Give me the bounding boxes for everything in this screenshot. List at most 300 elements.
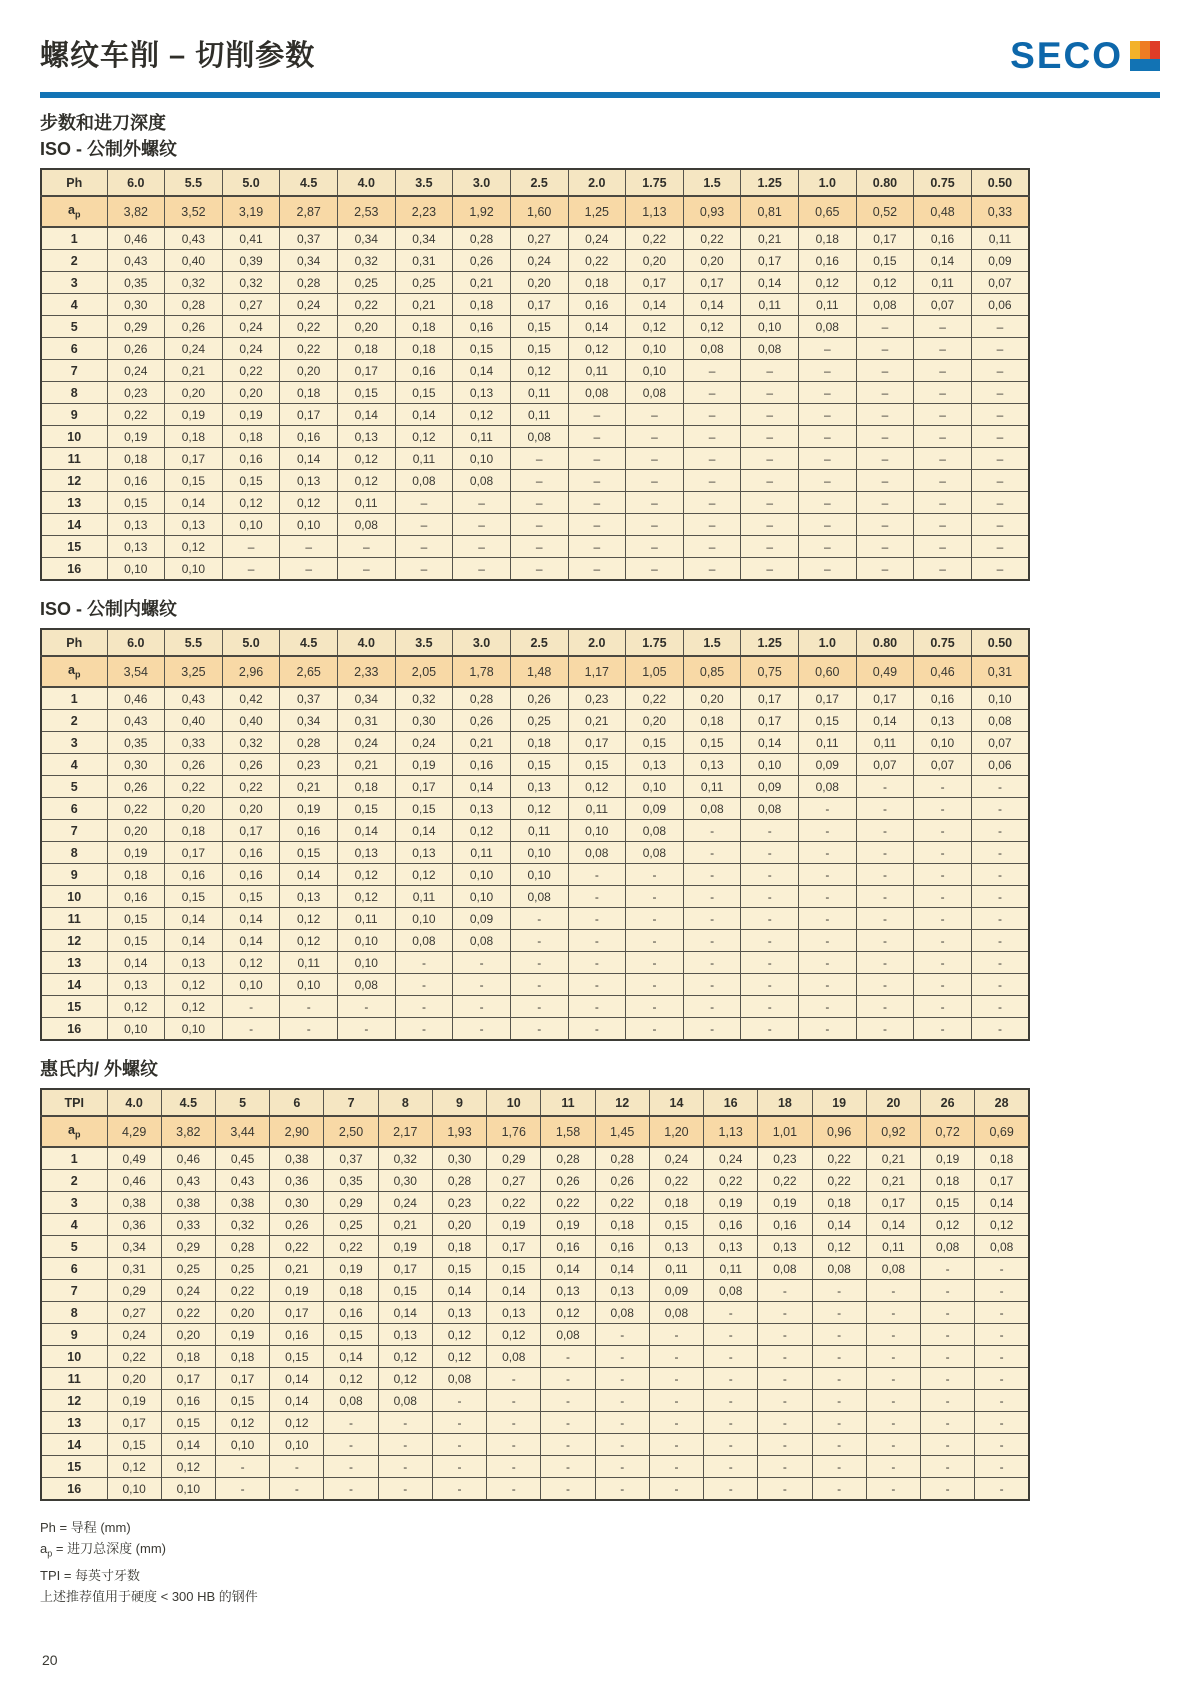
pitch-column-header: 19 (812, 1089, 866, 1116)
ap-value-cell: 3,25 (165, 656, 223, 687)
infeed-depth-cell: - (626, 886, 684, 908)
pass-row (41, 426, 1029, 448)
pass-row (41, 404, 1029, 426)
infeed-depth-cell: 0,30 (107, 754, 165, 776)
infeed-depth-cell: - (971, 974, 1029, 996)
infeed-depth-cell: 0,13 (395, 842, 453, 864)
ap-value-cell: 0,96 (812, 1116, 866, 1147)
infeed-depth-cell: - (541, 1456, 595, 1478)
pitch-column-header: 4.0 (338, 169, 396, 196)
infeed-depth-cell: 0,17 (165, 448, 223, 470)
infeed-depth-cell: - (541, 1434, 595, 1456)
infeed-depth-cell: 0,13 (683, 754, 741, 776)
infeed-depth-cell: 0,17 (215, 1368, 269, 1390)
pass-number: 14 (41, 974, 107, 996)
infeed-depth-cell: 0,32 (215, 1214, 269, 1236)
pass-row (41, 558, 1029, 581)
infeed-depth-cell: - (683, 952, 741, 974)
infeed-depth-cell: – (914, 448, 972, 470)
pass-number: 14 (41, 514, 107, 536)
infeed-depth-cell: 0,28 (165, 294, 223, 316)
infeed-depth-cell: 0,16 (324, 1302, 378, 1324)
infeed-depth-cell: 0,18 (921, 1170, 975, 1192)
infeed-depth-cell: - (487, 1434, 541, 1456)
pass-number: 1 (41, 1147, 107, 1170)
infeed-depth-cell: 0,07 (856, 754, 914, 776)
infeed-depth-cell: - (453, 952, 511, 974)
infeed-depth-cell: 0,22 (324, 1236, 378, 1258)
infeed-depth-cell: - (487, 1368, 541, 1390)
infeed-depth-cell: - (914, 776, 972, 798)
infeed-depth-cell: - (568, 886, 626, 908)
infeed-depth-cell: 0,16 (165, 864, 223, 886)
infeed-depth-cell: 0,07 (914, 294, 972, 316)
infeed-depth-cell: – (626, 514, 684, 536)
infeed-depth-cell: 0,19 (280, 798, 338, 820)
infeed-depth-cell: - (971, 776, 1029, 798)
pitch-column-header: 5.5 (165, 629, 223, 656)
ap-value-cell: 3,44 (215, 1116, 269, 1147)
infeed-depth-cell: 0,26 (165, 754, 223, 776)
pass-row (41, 974, 1029, 996)
infeed-depth-cell: 0,18 (107, 864, 165, 886)
infeed-depth-cell: - (799, 798, 857, 820)
infeed-depth-cell: 0,21 (378, 1214, 432, 1236)
infeed-depth-cell: - (568, 952, 626, 974)
infeed-depth-cell: – (222, 536, 280, 558)
pass-row (41, 1302, 1029, 1324)
infeed-depth-cell: – (683, 426, 741, 448)
infeed-depth-cell: - (856, 864, 914, 886)
ap-value-cell: 1,58 (541, 1116, 595, 1147)
pass-row (41, 470, 1029, 492)
infeed-depth-cell: - (921, 1412, 975, 1434)
pitch-column-header: 11 (541, 1089, 595, 1116)
infeed-depth-cell: 0,14 (541, 1258, 595, 1280)
pass-row (41, 1368, 1029, 1390)
infeed-depth-cell: 0,08 (338, 514, 396, 536)
infeed-depth-cell: – (626, 558, 684, 581)
infeed-depth-cell: 0,43 (165, 687, 223, 710)
infeed-depth-cell: 0,22 (107, 404, 165, 426)
infeed-depth-cell: – (914, 470, 972, 492)
pitch-column-header: 20 (866, 1089, 920, 1116)
ap-value-cell: 3,19 (222, 196, 280, 227)
infeed-depth-cell: 0,20 (222, 798, 280, 820)
infeed-depth-cell: 0,15 (649, 1214, 703, 1236)
infeed-depth-cell: - (595, 1434, 649, 1456)
infeed-depth-cell: 0,16 (222, 842, 280, 864)
infeed-depth-cell: 0,42 (222, 687, 280, 710)
ap-value-cell: 1,78 (453, 656, 511, 687)
infeed-depth-cell: 0,20 (107, 1368, 161, 1390)
pass-row (41, 798, 1029, 820)
ap-value-cell: 4,29 (107, 1116, 161, 1147)
pass-row (41, 864, 1029, 886)
infeed-depth-cell: - (856, 1018, 914, 1041)
infeed-depth-cell: - (270, 1478, 324, 1501)
infeed-depth-cell: 0,20 (510, 272, 568, 294)
infeed-depth-cell: - (215, 1456, 269, 1478)
infeed-depth-cell: 0,23 (568, 687, 626, 710)
infeed-depth-cell: - (799, 1018, 857, 1041)
infeed-depth-cell: 0,08 (510, 886, 568, 908)
infeed-depth-cell: 0,32 (378, 1147, 432, 1170)
page-title: 螺纹车削 – 切削参数 (40, 40, 316, 72)
infeed-depth-cell: – (799, 338, 857, 360)
infeed-depth-cell: 0,09 (799, 754, 857, 776)
infeed-depth-cell: 0,11 (799, 294, 857, 316)
infeed-depth-cell: 0,12 (799, 272, 857, 294)
infeed-depth-cell: - (856, 886, 914, 908)
infeed-depth-cell: 0,30 (395, 710, 453, 732)
infeed-depth-cell: 0,24 (510, 250, 568, 272)
infeed-depth-cell: 0,34 (338, 687, 396, 710)
infeed-depth-cell: 0,18 (215, 1346, 269, 1368)
infeed-depth-cell: – (914, 316, 972, 338)
infeed-depth-cell: 0,26 (107, 338, 165, 360)
infeed-depth-cell: - (799, 820, 857, 842)
infeed-depth-cell: 0,08 (453, 470, 511, 492)
infeed-depth-cell: 0,20 (432, 1214, 486, 1236)
infeed-depth-cell: - (395, 952, 453, 974)
infeed-depth-cell: 0,40 (222, 710, 280, 732)
infeed-depth-cell: 0,16 (107, 470, 165, 492)
infeed-depth-cell: 0,28 (453, 687, 511, 710)
infeed-depth-cell: 0,20 (626, 250, 684, 272)
infeed-depth-cell: 0,25 (324, 1214, 378, 1236)
pass-number: 15 (41, 996, 107, 1018)
infeed-depth-cell: 0,13 (338, 426, 396, 448)
infeed-depth-cell: - (649, 1346, 703, 1368)
ap-value-cell: 2,23 (395, 196, 453, 227)
infeed-depth-cell: - (866, 1302, 920, 1324)
infeed-depth-cell: 0,22 (161, 1302, 215, 1324)
infeed-depth-cell: 0,20 (161, 1324, 215, 1346)
pass-row (41, 1412, 1029, 1434)
infeed-depth-cell: 0,15 (165, 470, 223, 492)
infeed-depth-cell: - (704, 1346, 758, 1368)
ap-total-depth-row (41, 1116, 1029, 1147)
infeed-depth-cell: – (568, 448, 626, 470)
infeed-depth-cell: 0,16 (595, 1236, 649, 1258)
infeed-depth-cell: 0,12 (161, 1456, 215, 1478)
infeed-depth-cell: – (799, 382, 857, 404)
infeed-depth-cell: 0,12 (921, 1214, 975, 1236)
infeed-depth-cell: – (683, 448, 741, 470)
pass-number: 12 (41, 470, 107, 492)
infeed-depth-cell: 0,21 (280, 776, 338, 798)
ap-value-cell: 0,52 (856, 196, 914, 227)
ap-row-label: $a_p$ (41, 1116, 107, 1147)
table-whitworth (40, 1088, 1030, 1501)
pass-row (41, 1147, 1029, 1170)
infeed-depth-cell: 0,17 (741, 250, 799, 272)
infeed-depth-cell: 0,08 (799, 316, 857, 338)
infeed-depth-cell: - (626, 974, 684, 996)
infeed-depth-cell: 0,15 (510, 316, 568, 338)
infeed-depth-cell: - (856, 776, 914, 798)
pass-row (41, 1170, 1029, 1192)
pass-number: 4 (41, 754, 107, 776)
pass-number: 8 (41, 1302, 107, 1324)
infeed-depth-cell: - (280, 1018, 338, 1041)
pass-row (41, 1280, 1029, 1302)
infeed-depth-cell: – (395, 492, 453, 514)
infeed-depth-cell: 0,08 (812, 1258, 866, 1280)
infeed-depth-cell: 0,08 (971, 710, 1029, 732)
infeed-depth-cell: 0,18 (432, 1236, 486, 1258)
infeed-depth-cell: 0,43 (107, 250, 165, 272)
infeed-depth-cell: - (866, 1280, 920, 1302)
infeed-depth-cell: 0,22 (107, 1346, 161, 1368)
infeed-depth-cell: 0,06 (971, 754, 1029, 776)
infeed-depth-cell: - (741, 908, 799, 930)
infeed-depth-cell: 0,17 (866, 1192, 920, 1214)
ap-value-cell: 0,75 (741, 656, 799, 687)
pitch-column-header: 4.0 (338, 629, 396, 656)
infeed-depth-cell: 0,08 (595, 1302, 649, 1324)
pass-number: 5 (41, 1236, 107, 1258)
infeed-depth-cell: 0,35 (324, 1170, 378, 1192)
infeed-depth-cell: 0,13 (280, 470, 338, 492)
section-heading: 步数和进刀深度 (40, 113, 166, 133)
infeed-depth-cell: 0,26 (453, 250, 511, 272)
infeed-depth-cell: 0,13 (165, 952, 223, 974)
infeed-depth-cell: 0,13 (107, 974, 165, 996)
infeed-depth-cell: 0,12 (626, 316, 684, 338)
ap-value-cell: 3,82 (107, 196, 165, 227)
infeed-depth-cell: 0,12 (338, 864, 396, 886)
infeed-depth-cell: 0,12 (338, 448, 396, 470)
infeed-depth-cell: – (856, 404, 914, 426)
infeed-depth-cell: - (741, 930, 799, 952)
infeed-depth-cell: 0,09 (971, 250, 1029, 272)
infeed-depth-cell: - (704, 1412, 758, 1434)
infeed-depth-cell: - (971, 996, 1029, 1018)
infeed-depth-cell: - (975, 1456, 1029, 1478)
infeed-depth-cell: – (568, 492, 626, 514)
infeed-depth-cell: - (812, 1456, 866, 1478)
infeed-depth-cell: 0,08 (799, 776, 857, 798)
infeed-depth-cell: 0,20 (215, 1302, 269, 1324)
infeed-depth-cell: - (704, 1390, 758, 1412)
infeed-depth-cell: 0,08 (856, 294, 914, 316)
table-heading-whitworth: 惠氏内/ 外螺纹 (40, 1059, 159, 1079)
infeed-depth-cell: - (866, 1346, 920, 1368)
infeed-depth-cell: 0,08 (866, 1258, 920, 1280)
infeed-depth-cell: 0,08 (395, 930, 453, 952)
infeed-depth-cell: 0,19 (324, 1258, 378, 1280)
infeed-depth-cell: - (683, 864, 741, 886)
ap-total-depth-row (41, 196, 1029, 227)
infeed-depth-cell: – (971, 470, 1029, 492)
infeed-depth-cell: – (914, 338, 972, 360)
infeed-depth-cell: 0,19 (921, 1147, 975, 1170)
infeed-depth-cell: 0,14 (270, 1390, 324, 1412)
infeed-depth-cell: - (487, 1456, 541, 1478)
infeed-depth-cell: 0,14 (595, 1258, 649, 1280)
infeed-depth-cell: 0,15 (487, 1258, 541, 1280)
infeed-depth-cell: - (921, 1302, 975, 1324)
infeed-depth-cell: - (914, 842, 972, 864)
pitch-column-header: 5.0 (222, 629, 280, 656)
infeed-depth-cell: - (324, 1412, 378, 1434)
infeed-depth-cell: 0,17 (683, 272, 741, 294)
infeed-depth-cell: - (704, 1478, 758, 1501)
infeed-depth-cell: 0,24 (649, 1147, 703, 1170)
ap-value-cell: 1,45 (595, 1116, 649, 1147)
infeed-depth-cell: – (626, 470, 684, 492)
infeed-depth-cell: – (510, 514, 568, 536)
infeed-depth-cell: 0,26 (541, 1170, 595, 1192)
pitch-column-header: 0.50 (971, 169, 1029, 196)
pass-row (41, 952, 1029, 974)
pitch-column-header: 2.0 (568, 629, 626, 656)
infeed-depth-cell: – (856, 316, 914, 338)
infeed-depth-cell: - (683, 820, 741, 842)
infeed-depth-cell: – (971, 316, 1029, 338)
infeed-depth-cell: 0,11 (510, 404, 568, 426)
infeed-depth-cell: 0,13 (107, 536, 165, 558)
infeed-depth-cell: - (758, 1434, 812, 1456)
infeed-depth-cell: 0,10 (270, 1434, 324, 1456)
infeed-depth-cell: 0,15 (395, 798, 453, 820)
pass-number: 1 (41, 227, 107, 250)
infeed-depth-cell: 0,21 (568, 710, 626, 732)
infeed-depth-cell: - (683, 1018, 741, 1041)
infeed-depth-cell: - (324, 1456, 378, 1478)
infeed-depth-cell: - (649, 1412, 703, 1434)
pass-row (41, 1214, 1029, 1236)
infeed-depth-cell: 0,17 (856, 687, 914, 710)
infeed-depth-cell: - (975, 1302, 1029, 1324)
infeed-depth-cell: 0,27 (222, 294, 280, 316)
pass-number: 9 (41, 404, 107, 426)
infeed-depth-cell: 0,33 (165, 732, 223, 754)
infeed-depth-cell: - (510, 974, 568, 996)
infeed-depth-cell: 0,32 (222, 272, 280, 294)
infeed-depth-cell: - (856, 996, 914, 1018)
infeed-depth-cell: 0,12 (378, 1346, 432, 1368)
ap-value-cell: 2,05 (395, 656, 453, 687)
ap-value-cell: 0,92 (866, 1116, 920, 1147)
infeed-depth-cell: 0,13 (165, 514, 223, 536)
infeed-depth-cell: 0,18 (222, 426, 280, 448)
infeed-depth-cell: - (971, 886, 1029, 908)
pitch-column-header: 3.0 (453, 169, 511, 196)
infeed-depth-cell: 0,14 (453, 360, 511, 382)
infeed-depth-cell: 0,29 (107, 1280, 161, 1302)
infeed-depth-cell: 0,30 (270, 1192, 324, 1214)
pitch-column-header: 10 (487, 1089, 541, 1116)
infeed-depth-cell: 0,16 (914, 687, 972, 710)
infeed-depth-cell: 0,14 (856, 710, 914, 732)
infeed-depth-cell: – (510, 558, 568, 581)
infeed-depth-cell: 0,15 (165, 886, 223, 908)
pitch-column-label: TPI (41, 1089, 107, 1116)
infeed-depth-cell: - (856, 820, 914, 842)
infeed-depth-cell: 0,15 (222, 886, 280, 908)
infeed-depth-cell: 0,15 (510, 338, 568, 360)
infeed-depth-cell: 0,24 (568, 227, 626, 250)
infeed-depth-cell: – (453, 536, 511, 558)
pass-row (41, 360, 1029, 382)
infeed-depth-cell: 0,19 (107, 1390, 161, 1412)
infeed-depth-cell: 0,21 (338, 754, 396, 776)
infeed-depth-cell: - (921, 1280, 975, 1302)
infeed-depth-cell: - (975, 1434, 1029, 1456)
pass-number: 7 (41, 820, 107, 842)
infeed-depth-cell: – (683, 360, 741, 382)
infeed-depth-cell: 0,22 (595, 1192, 649, 1214)
infeed-depth-cell: 0,17 (510, 294, 568, 316)
ap-value-cell: 3,52 (165, 196, 223, 227)
infeed-depth-cell: 0,11 (866, 1236, 920, 1258)
infeed-depth-cell: 0,15 (921, 1192, 975, 1214)
infeed-depth-cell: – (971, 514, 1029, 536)
infeed-depth-cell: - (432, 1478, 486, 1501)
infeed-depth-cell: - (324, 1434, 378, 1456)
infeed-depth-cell: 0,18 (395, 316, 453, 338)
infeed-depth-cell: 0,23 (758, 1147, 812, 1170)
infeed-depth-cell: - (914, 886, 972, 908)
infeed-depth-cell: 0,10 (626, 776, 684, 798)
pass-number: 12 (41, 1390, 107, 1412)
infeed-depth-cell: 0,22 (568, 250, 626, 272)
infeed-depth-cell: 0,34 (338, 227, 396, 250)
infeed-depth-cell: 0,24 (395, 732, 453, 754)
infeed-depth-cell: – (741, 426, 799, 448)
table-iso-metric-external (40, 168, 1030, 581)
infeed-depth-cell: 0,16 (107, 886, 165, 908)
ap-value-cell: 1,13 (626, 196, 684, 227)
infeed-depth-cell: - (856, 798, 914, 820)
infeed-depth-cell: – (799, 558, 857, 581)
infeed-depth-cell: - (921, 1390, 975, 1412)
infeed-depth-cell: 0,24 (107, 360, 165, 382)
infeed-depth-cell: - (378, 1456, 432, 1478)
infeed-depth-cell: 0,15 (453, 338, 511, 360)
infeed-depth-cell: 0,26 (510, 687, 568, 710)
infeed-depth-cell: – (741, 514, 799, 536)
pass-number: 11 (41, 448, 107, 470)
infeed-depth-cell: – (971, 558, 1029, 581)
infeed-depth-cell: - (971, 1018, 1029, 1041)
infeed-depth-cell: 0,29 (487, 1147, 541, 1170)
pass-number: 2 (41, 1170, 107, 1192)
infeed-depth-cell: 0,10 (626, 338, 684, 360)
infeed-depth-cell: 0,18 (107, 448, 165, 470)
infeed-depth-cell: - (741, 974, 799, 996)
infeed-depth-cell: 0,21 (866, 1147, 920, 1170)
infeed-depth-cell: – (856, 492, 914, 514)
pitch-column-header: 3.0 (453, 629, 511, 656)
infeed-depth-cell: 0,08 (758, 1258, 812, 1280)
infeed-depth-cell: 0,15 (107, 908, 165, 930)
ap-value-cell: 2,65 (280, 656, 338, 687)
infeed-depth-cell: 0,07 (914, 754, 972, 776)
infeed-depth-cell: 0,30 (107, 294, 165, 316)
infeed-depth-cell: 0,22 (758, 1170, 812, 1192)
infeed-depth-cell: 0,22 (626, 687, 684, 710)
column-header-row (41, 629, 1029, 656)
infeed-depth-cell: - (683, 886, 741, 908)
pitch-column-header: 4.5 (280, 169, 338, 196)
infeed-depth-cell: - (758, 1280, 812, 1302)
infeed-depth-cell: 0,10 (914, 732, 972, 754)
infeed-depth-cell: - (432, 1390, 486, 1412)
